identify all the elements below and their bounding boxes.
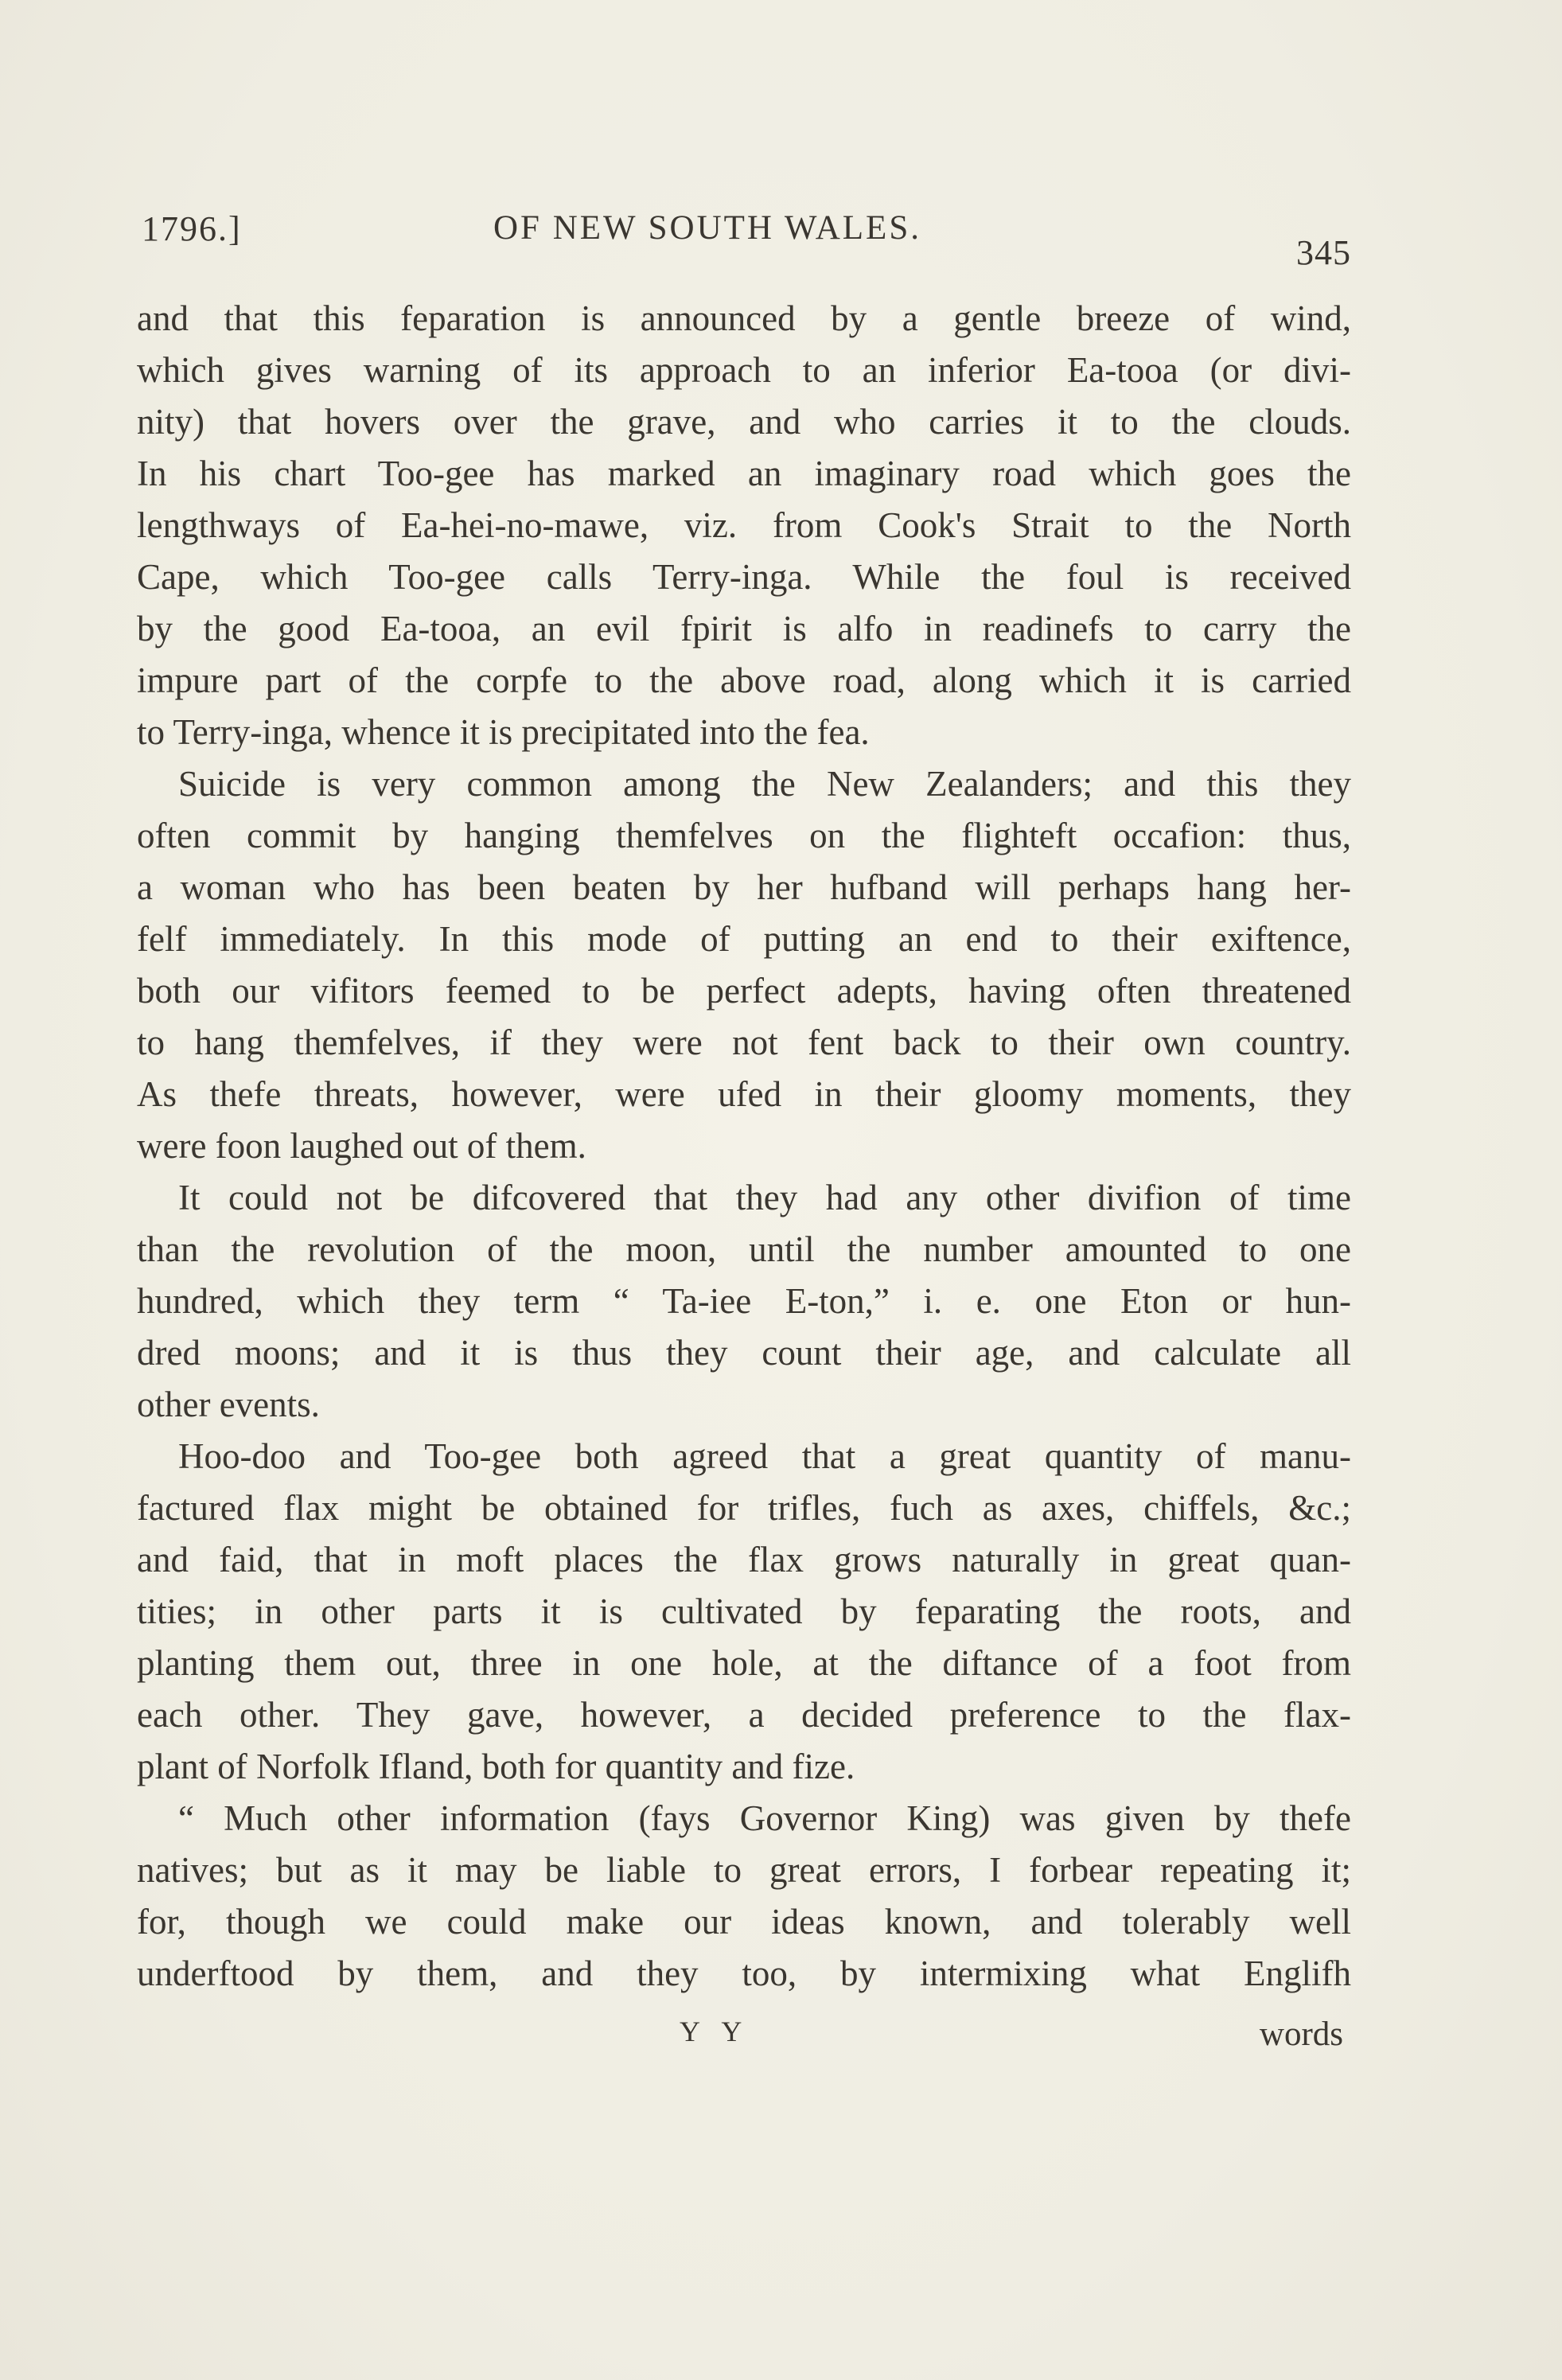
text-line: by the good Ea-tooa, an evil fpirit is alfo in readinefs to carry the bbox=[137, 609, 1351, 649]
text-line: each other. They gave, however, a decided preference to the flax- bbox=[137, 1695, 1351, 1735]
text-line: dred moons; and it is thus they count their age, and calculate all bbox=[137, 1333, 1351, 1373]
text-line: a woman who has been beaten by her hufband will perhaps hang her- bbox=[137, 867, 1351, 907]
text-line: natives; but as it may be liable to great errors, I forbear repeating it; bbox=[137, 1850, 1351, 1890]
text-line: As thefe threats, however, were ufed in their gloomy moments, they bbox=[137, 1074, 1351, 1114]
text-line: Suicide is very common among the New Zealanders; and this they bbox=[178, 764, 1351, 804]
paragraph bbox=[137, 1431, 1351, 1793]
paragraph bbox=[137, 1793, 1351, 2000]
text-line: underftood by them, and they too, by intermixing what Englifh bbox=[137, 1953, 1351, 1993]
body-text bbox=[137, 293, 1351, 2000]
catchword: words bbox=[1259, 2016, 1343, 2053]
signature-mark: Y Y bbox=[680, 2016, 750, 2047]
header-title: OF NEW SOUTH WALES. bbox=[493, 209, 921, 247]
text-line: felf immediately. In this mode of putting an end to their exiftence, bbox=[137, 919, 1351, 959]
text-line: which gives warning of its approach to an inferior Ea-tooa (or divi- bbox=[137, 350, 1351, 390]
text-line: other events. bbox=[137, 1385, 320, 1424]
text-line: were foon laughed out of them. bbox=[137, 1126, 586, 1166]
text-line: to hang themfelves, if they were not fent back to their own country. bbox=[137, 1023, 1351, 1062]
text-line: planting them out, three in one hole, at the diftance of a foot from bbox=[137, 1643, 1351, 1683]
text-line: “ Much other information (fays Governor King) was given by thefe bbox=[178, 1798, 1351, 1838]
paragraph bbox=[137, 1172, 1351, 1431]
text-line: both our vifitors feemed to be perfect adepts, having often threatened bbox=[137, 971, 1351, 1011]
text-line: and that this feparation is announced by a gentle breeze of wind, bbox=[137, 298, 1351, 338]
text-line: hundred, which they term “ Ta-iee E-ton,” i. e. one Eton or hun- bbox=[137, 1281, 1351, 1321]
text-line: and faid, that in moft places the flax grows naturally in great quan- bbox=[137, 1540, 1351, 1580]
text-line: than the revolution of the moon, until the number amounted to one bbox=[137, 1229, 1351, 1269]
text-line: In his chart Too-gee has marked an imaginary road which goes the bbox=[137, 454, 1351, 493]
text-line: Hoo-doo and Too-gee both agreed that a great quantity of manu- bbox=[178, 1436, 1351, 1476]
text-line: factured flax might be obtained for trifles, fuch as axes, chiffels, &c.; bbox=[137, 1488, 1351, 1528]
page-footer bbox=[137, 2015, 1351, 2063]
text-line: It could not be difcovered that they had any other divifion of time bbox=[178, 1178, 1351, 1217]
text-line: Cape, which Too-gee calls Terry-inga. While the foul is received bbox=[137, 557, 1351, 597]
text-line: nity) that hovers over the grave, and who carries it to the clouds. bbox=[137, 402, 1351, 442]
text-line: tities; in other parts it is cultivated by feparating the roots, and bbox=[137, 1591, 1351, 1631]
text-line: often commit by hanging themfelves on the flighteft occafion: thus, bbox=[137, 816, 1351, 855]
paragraph bbox=[137, 293, 1351, 758]
header-year: 1796.] bbox=[142, 209, 242, 248]
running-header bbox=[142, 208, 1351, 272]
text-line: for, though we could make our ideas known, and tolerably well bbox=[137, 1902, 1351, 1942]
paragraph bbox=[137, 758, 1351, 1172]
page-number: 345 bbox=[1296, 233, 1351, 272]
text-line: impure part of the corpfe to the above road, along which it is carried bbox=[137, 660, 1351, 700]
text-line: plant of Norfolk Ifland, both for quantity and fize. bbox=[137, 1747, 855, 1786]
text-line: to Terry-inga, whence it is precipitated into the fea. bbox=[137, 712, 870, 752]
text-line: lengthways of Ea-hei-no-mawe, viz. from Cook's Strait to the North bbox=[137, 505, 1351, 545]
